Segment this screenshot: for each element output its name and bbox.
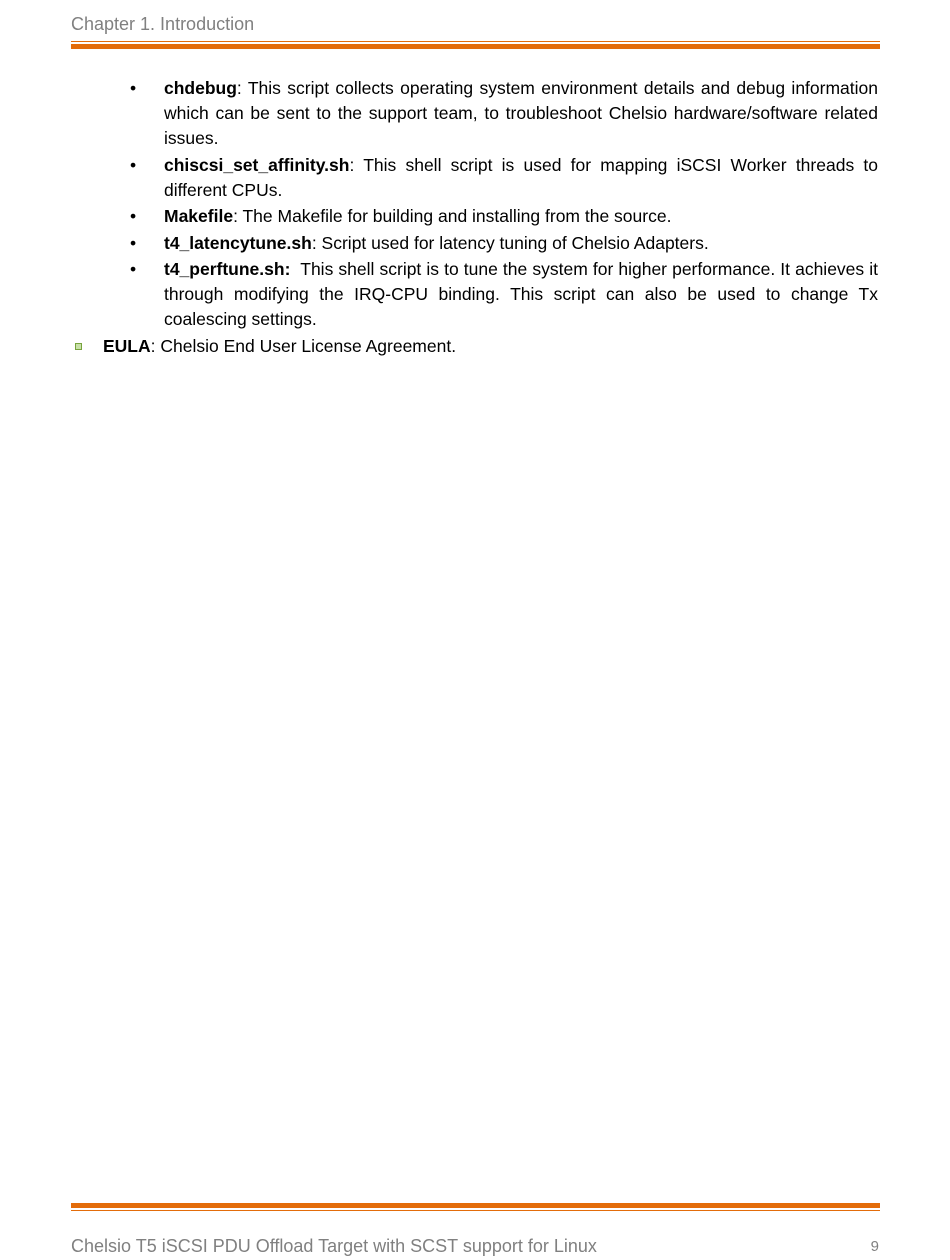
footer-title: Chelsio T5 iSCSI PDU Offload Target with SCST support for Linux	[71, 1236, 597, 1256]
bullet-dot: •	[130, 206, 137, 226]
list-item-chdebug	[130, 76, 878, 151]
item-description: : Script used for latency tuning of Chelsio Adapters.	[311, 232, 709, 253]
header-title: Chapter 1. Introduction	[71, 14, 255, 34]
list-item-makefile	[130, 204, 878, 229]
list-item-chiscsi-set-affinity	[130, 153, 878, 203]
page-number: 9	[870, 1238, 879, 1255]
item-term: t4_perftune.sh:	[164, 259, 291, 279]
item-description: : Chelsio End User License Agreement.	[150, 335, 457, 356]
item-description: : The Makefile for building and installing from the source.	[233, 206, 672, 226]
list-item-eula	[103, 334, 878, 359]
footer-rule-thick	[71, 1203, 880, 1208]
bullet-dot: •	[130, 78, 137, 98]
header-rule-thin	[71, 41, 880, 42]
item-term: t4_latencytune.sh	[164, 232, 312, 253]
footer-rule-thin	[71, 1210, 880, 1211]
item-description: : This shell script is used for mapping iSCSI Worker threads to different CPUs.	[164, 154, 878, 200]
item-term: Makefile	[164, 206, 234, 226]
list-item-t4-perftune	[130, 257, 883, 332]
page-body	[0, 76, 950, 359]
header-rule-thick	[71, 44, 880, 49]
item-description: This shell script is to tune the system for higher performance. It achieves it through modifying the IRQ-CPU binding. This script can also be used to change Tx coalescing settings.	[164, 259, 883, 329]
bullet-dot: •	[130, 154, 137, 175]
item-term: EULA	[103, 335, 151, 356]
item-description: : This script collects operating system environment details and debug information which can be sent to the support team, to troubleshoot Chelsio hardware/software related issues.	[164, 78, 878, 148]
square-bullet-icon	[75, 343, 82, 350]
bullet-dot: •	[130, 232, 137, 253]
item-term: chiscsi_set_affinity.sh	[164, 154, 350, 175]
list-item-t4-latencytune	[130, 231, 878, 256]
item-term: chdebug	[164, 78, 237, 98]
bullet-dot: •	[130, 259, 137, 279]
